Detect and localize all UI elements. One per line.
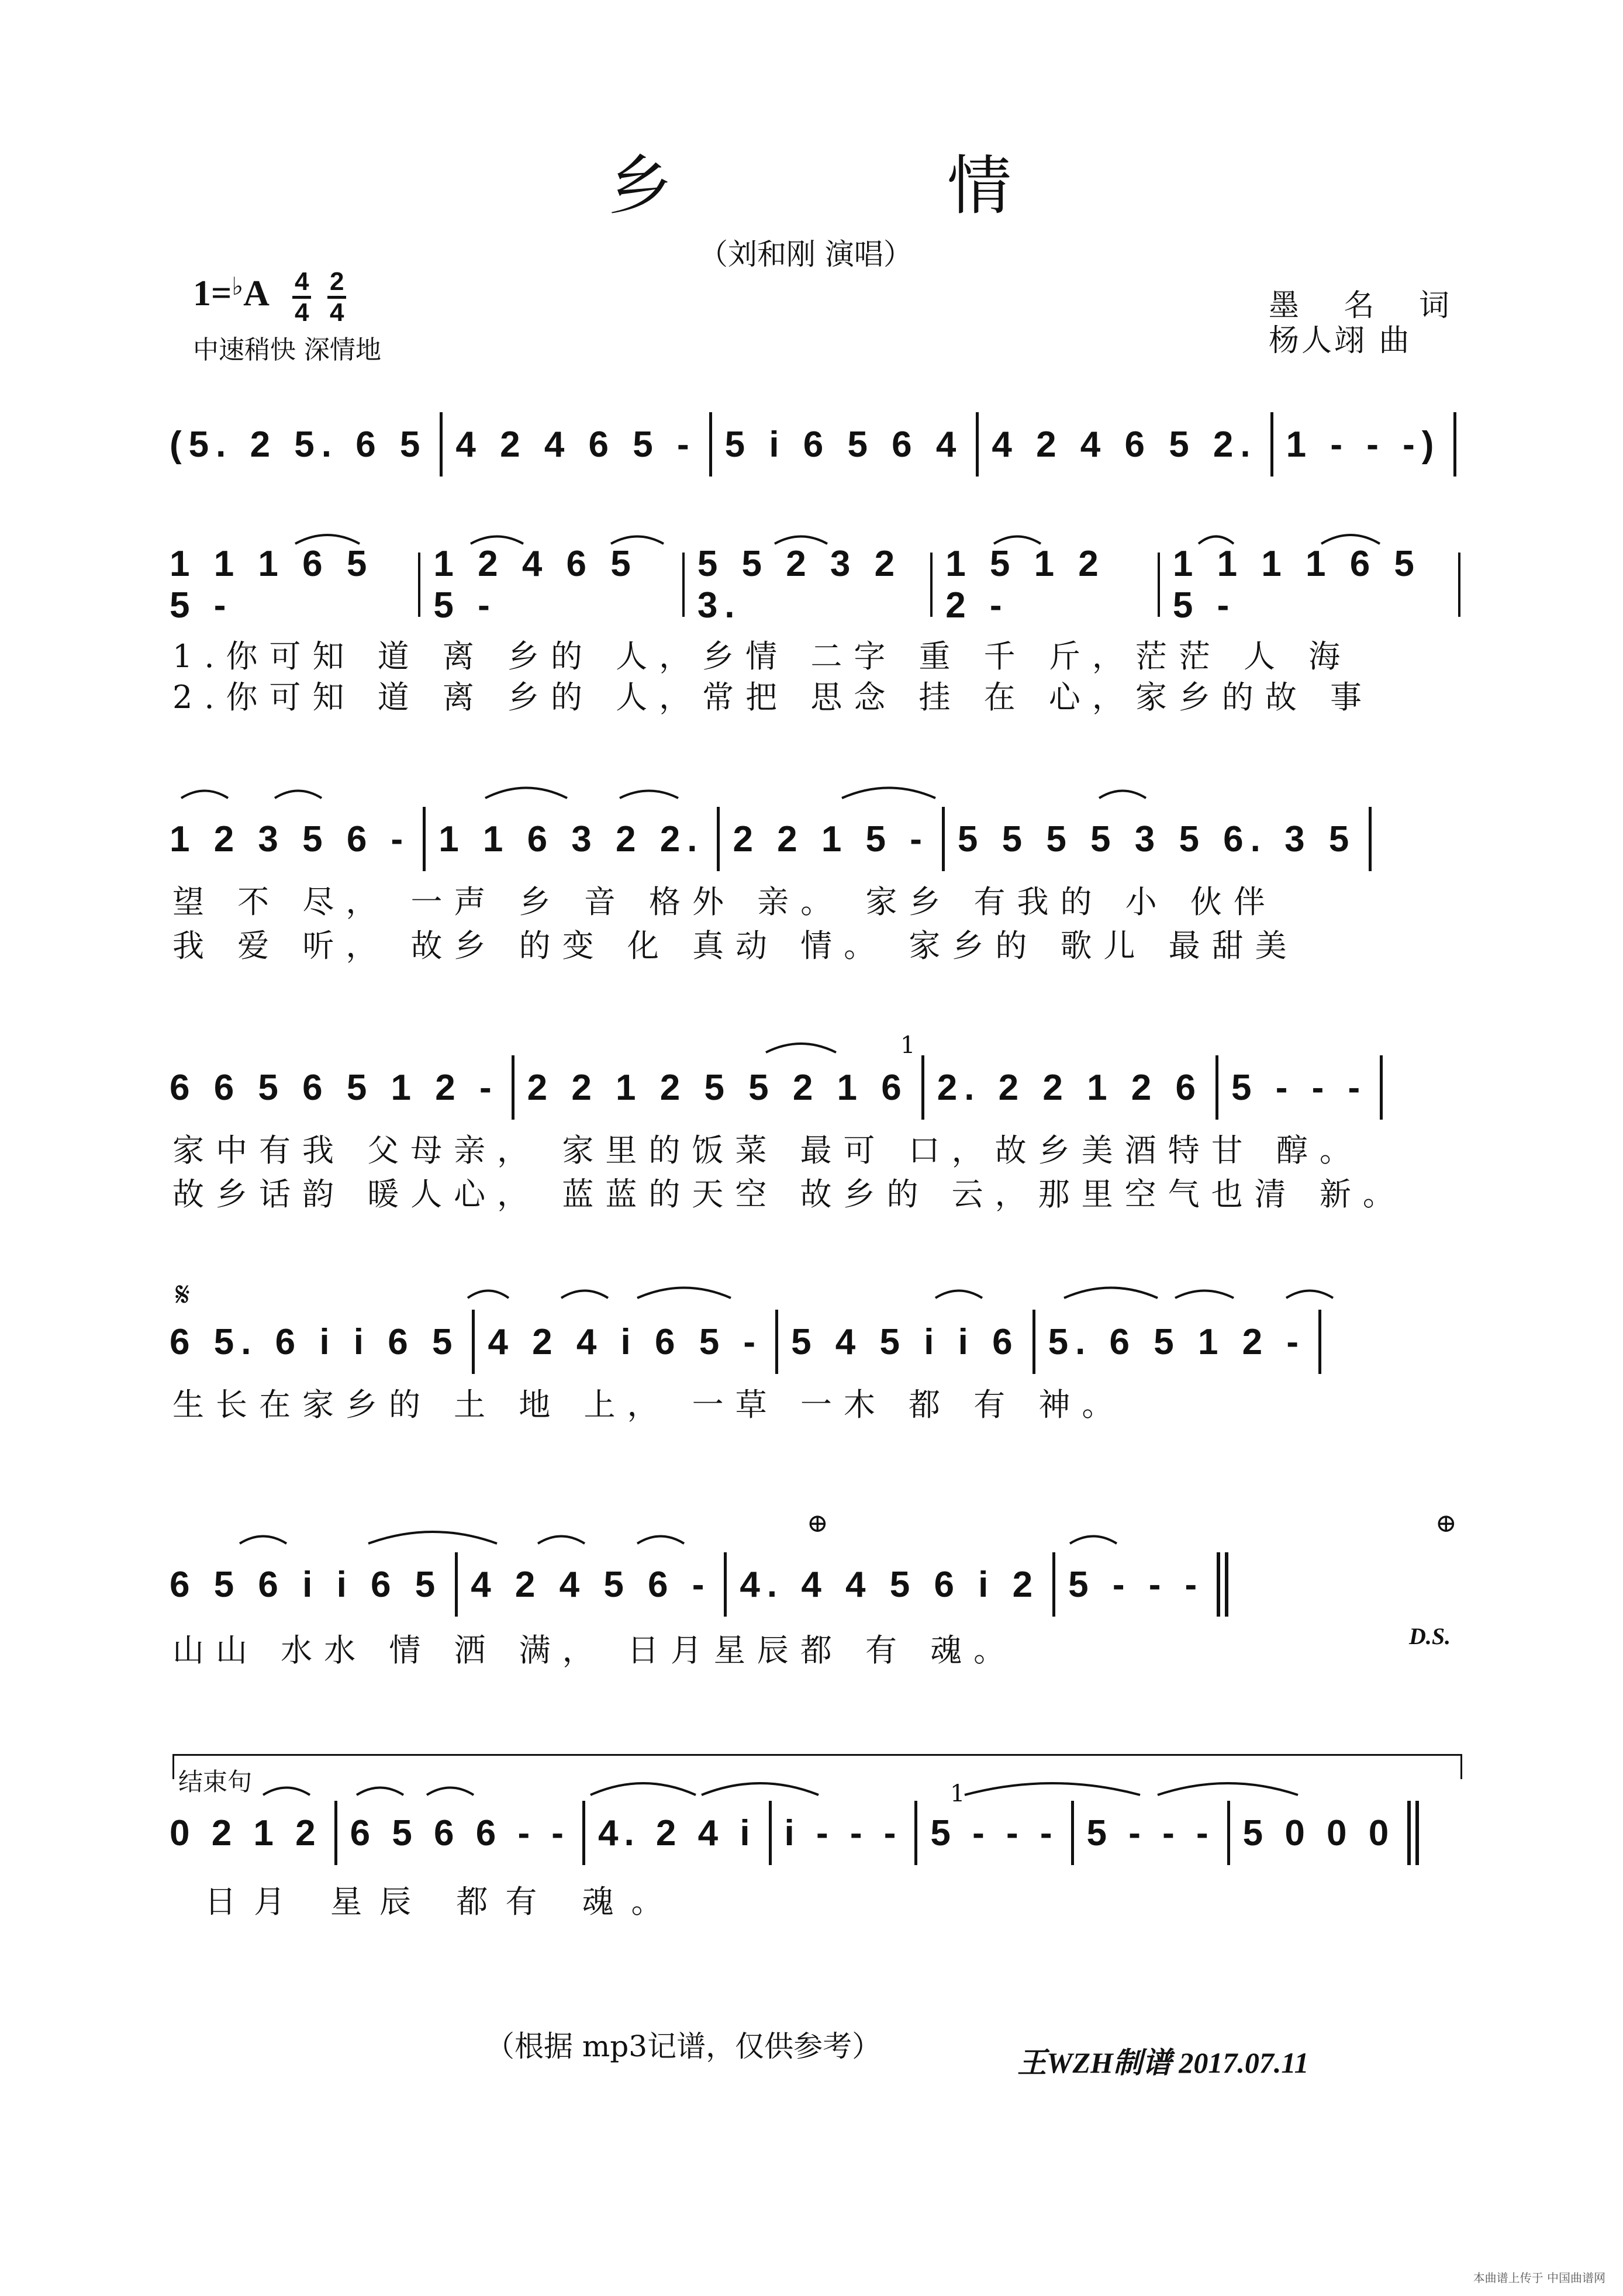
volta-number: 1 xyxy=(950,1780,965,1807)
measure: 5 5 2 3 2 3. xyxy=(697,544,902,626)
measure: 6 5 6 i i 6 5 xyxy=(170,1564,443,1605)
slur xyxy=(1175,1291,1234,1299)
slur xyxy=(842,788,935,799)
lyric-verse-2: 故乡话韵 暖人心， 蓝蓝的天空 故乡的 云，那里空气也清 新。 xyxy=(172,1176,1406,1213)
measure: 1 2 4 6 5 5 - xyxy=(433,544,638,626)
slur xyxy=(620,791,678,799)
slur xyxy=(591,1783,696,1795)
measure: 1 1 6 3 2 2. xyxy=(438,819,705,859)
measure: 1 1 1 1 6 5 5 - xyxy=(1172,544,1421,626)
slur xyxy=(775,537,827,544)
measure: 1 - - -) xyxy=(1286,424,1441,465)
measure: 6 6 5 6 5 1 2 - xyxy=(170,1067,499,1108)
slur xyxy=(1158,1783,1298,1795)
measure: 5 - - - xyxy=(1086,1812,1214,1853)
slur xyxy=(766,1044,836,1052)
measure: 4 2 4 6 5 - xyxy=(455,424,696,465)
slur xyxy=(181,791,228,799)
source-watermark: 本曲谱上传于 中国曲谱网 xyxy=(1473,2271,1605,2285)
transcription-note: （根据 mp3记谱，仅供参考） xyxy=(485,2029,882,2063)
time-numerator: 2 xyxy=(327,268,346,299)
measure: 5 - - - xyxy=(1068,1564,1204,1605)
slur xyxy=(1321,535,1380,544)
measure: 1 1 1 6 5 5 - xyxy=(170,544,374,626)
lyric-verse-1: 家中有我 父母亲， 家里的饭菜 最可 口，故乡美酒特甘 醇。 xyxy=(172,1132,1363,1169)
measure: 2 2 1 2 5 5 2 1 6 xyxy=(527,1067,909,1108)
lyricist-credit: 墨 名 词 xyxy=(1269,288,1467,323)
measure: 5. 6 5 1 2 - xyxy=(1048,1321,1306,1362)
measure: 5 0 0 0 xyxy=(1242,1812,1395,1853)
slur xyxy=(468,1291,509,1299)
slur xyxy=(1070,1537,1117,1544)
slur xyxy=(263,1788,310,1796)
transcriber-signature: 王WZH制谱 2017.07.11 xyxy=(1017,2046,1309,2079)
slur xyxy=(275,791,322,799)
slur xyxy=(994,537,1041,544)
key-letter: A xyxy=(243,274,270,313)
slur xyxy=(368,1532,497,1544)
slur xyxy=(561,1291,608,1299)
measure: 1 2 3 5 6 - xyxy=(170,819,410,859)
lyric-refrain-1: 生长在家乡的 土 地 上， 一草 一木 都 有 神。 xyxy=(172,1386,1125,1423)
measure: 5 - - - xyxy=(930,1812,1058,1853)
slur xyxy=(1286,1291,1333,1299)
slur xyxy=(240,1537,286,1544)
slur xyxy=(1199,537,1234,544)
measure: 4. 4 4 5 6 i 2 xyxy=(740,1564,1040,1605)
slur xyxy=(471,537,523,544)
key-prefix: 1= xyxy=(193,274,232,313)
lyric-verse-2: 我 爱 听， 故乡 的变 化 真动 情。 家乡的 歌儿 最甜美 xyxy=(172,927,1299,964)
measure: 4 2 4 6 5 2. xyxy=(992,424,1258,465)
dal-segno-mark: D.S. xyxy=(1409,1623,1451,1649)
slur xyxy=(357,1788,403,1796)
lyric-coda: 日月 星辰 都有 魂。 xyxy=(205,1883,681,1920)
volta-number: 1 xyxy=(900,1032,916,1059)
measure: 5 5 5 5 3 5 6. 3 5 xyxy=(957,819,1356,859)
measure: (5. 2 5. 6 5 xyxy=(170,424,427,465)
measure: 4. 2 4 i xyxy=(598,1812,756,1853)
slur xyxy=(611,537,664,544)
lyric-refrain-2: 山山 水水 情 洒 满， 日月星辰都 有 魂。 xyxy=(172,1632,1017,1669)
measure: 2. 2 2 1 2 6 xyxy=(937,1067,1203,1108)
measure: 4 2 4 i 6 5 - xyxy=(488,1321,763,1362)
slur xyxy=(427,1788,474,1796)
title-char-left: 乡 xyxy=(608,149,672,223)
tempo-marking: 中速稍快 深情地 xyxy=(193,335,381,365)
title-char-right: 情 xyxy=(947,149,1011,223)
lyric-verse-2: 2.你可知 道 离 乡的 人，常把 思念 挂 在 心，家乡的故 事 xyxy=(172,679,1374,716)
measure: 5 i 6 5 6 4 xyxy=(724,424,964,465)
coda-label: 结束句 xyxy=(178,1767,253,1796)
flat-sign: ♭ xyxy=(232,274,244,301)
measure: 5 4 5 i i 6 xyxy=(791,1321,1020,1362)
measure: 6 5. 6 i i 6 5 xyxy=(170,1321,460,1362)
measure: 4 2 4 5 6 - xyxy=(471,1564,712,1605)
measure: 6 5 6 6 - - xyxy=(350,1812,569,1853)
measure: i - - - xyxy=(784,1812,902,1853)
lyric-verse-1: 望 不 尽， 一声 乡 音 格外 亲。 家乡 有我的 小 伙伴 xyxy=(172,883,1277,920)
slur xyxy=(295,535,360,544)
lyric-verse-1: 1.你可知 道 离 乡的 人，乡情 二字 重 千 斤，茫茫 人 海 xyxy=(172,638,1352,675)
measure: 2 2 1 5 - xyxy=(733,819,929,859)
slur xyxy=(637,1537,684,1544)
slur xyxy=(485,788,567,799)
coda-sign: ⊕ xyxy=(1435,1508,1457,1538)
slur xyxy=(1064,1288,1158,1299)
slur xyxy=(538,1537,585,1544)
measure: 5 - - - xyxy=(1231,1067,1368,1108)
slur xyxy=(1099,791,1146,799)
segno-sign: 𝄋 xyxy=(175,1275,190,1314)
time-numerator: 4 xyxy=(292,268,311,299)
slur xyxy=(702,1783,819,1795)
slur xyxy=(965,1783,1140,1795)
time-denominator: 4 xyxy=(330,298,344,327)
slur xyxy=(637,1288,731,1299)
measure: 0 2 1 2 xyxy=(170,1812,322,1853)
composer-credit: 杨人翊 曲 xyxy=(1269,323,1412,358)
coda-sign: ⊕ xyxy=(807,1508,828,1538)
slur xyxy=(935,1291,982,1299)
time-denominator: 4 xyxy=(295,298,309,327)
measure: 1 5 1 2 2 - xyxy=(945,544,1106,626)
performer-line: （刘和刚 演唱） xyxy=(699,237,913,271)
